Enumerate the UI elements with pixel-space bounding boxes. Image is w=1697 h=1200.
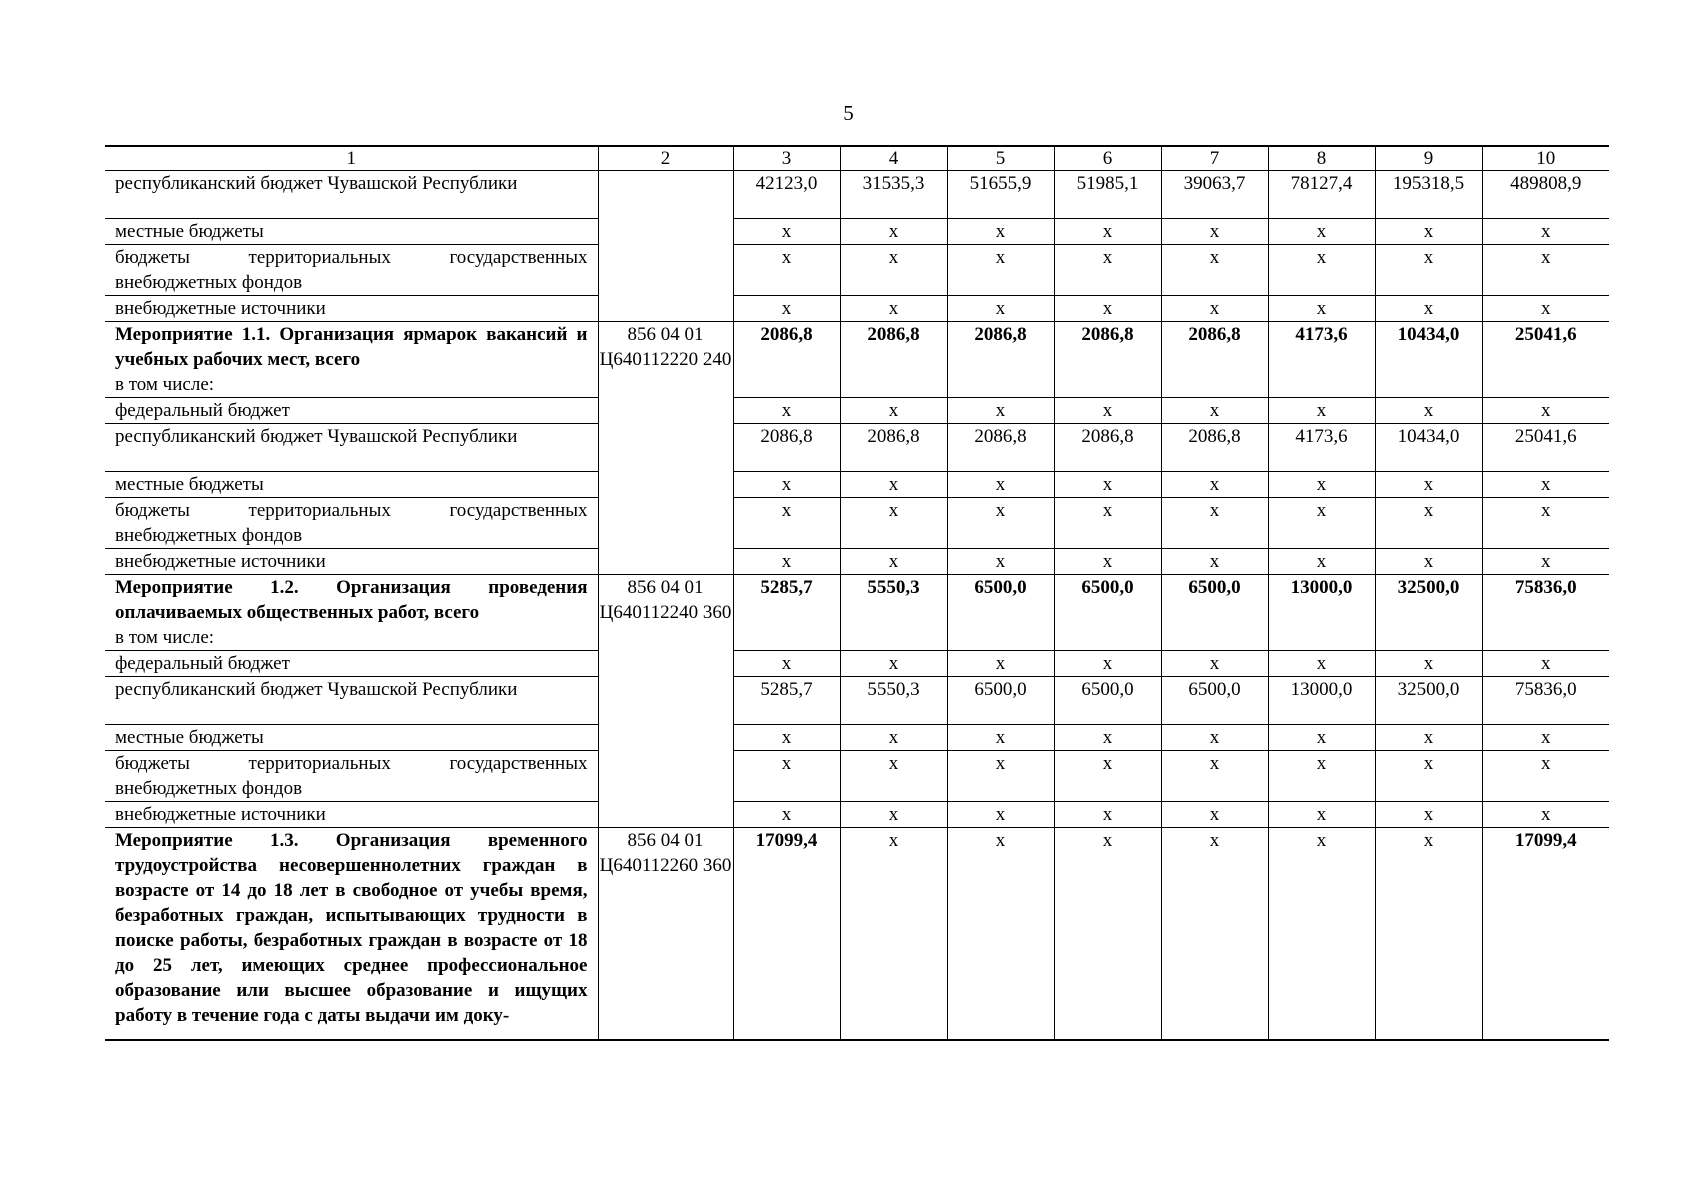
value-cell: 5550,3 xyxy=(840,677,947,725)
column-header: 10 xyxy=(1482,146,1609,171)
value-cell: х xyxy=(733,296,840,322)
column-header: 3 xyxy=(733,146,840,171)
value-cell: 13000,0 xyxy=(1268,677,1375,725)
value-cell: 195318,5 xyxy=(1375,171,1482,219)
value-cell: х xyxy=(840,296,947,322)
value-cell: х xyxy=(1482,498,1609,549)
value-cell: х xyxy=(1268,651,1375,677)
code-cell: 856 04 01 Ц640112220 240 xyxy=(598,322,733,575)
value-cell: х xyxy=(733,549,840,575)
value-cell: 75836,0 xyxy=(1482,677,1609,725)
header-row xyxy=(105,146,1609,171)
value-cell: х xyxy=(1161,828,1268,1040)
value-cell: х xyxy=(1161,549,1268,575)
value-cell: х xyxy=(947,802,1054,828)
value-cell: 6500,0 xyxy=(1054,575,1161,651)
value-cell: 75836,0 xyxy=(1482,575,1609,651)
value-cell: х xyxy=(1375,802,1482,828)
measure-title-text: Мероприятие 1.2. Организация проведения оплачиваемых общественных работ, всего xyxy=(115,577,588,623)
value-cell: х xyxy=(1161,296,1268,322)
value-cell: х xyxy=(1375,549,1482,575)
value-cell: 51985,1 xyxy=(1054,171,1161,219)
value-cell: х xyxy=(1268,219,1375,245)
value-cell: 39063,7 xyxy=(1161,171,1268,219)
value-cell: х xyxy=(1375,498,1482,549)
table-row xyxy=(105,245,1609,296)
value-cell: х xyxy=(840,751,947,802)
value-cell: 2086,8 xyxy=(1161,322,1268,398)
value-cell: 2086,8 xyxy=(840,424,947,472)
value-cell: х xyxy=(947,472,1054,498)
row-label: республиканский бюджет Чувашской Республики xyxy=(105,677,598,725)
row-label: республиканский бюджет Чувашской Республики xyxy=(105,171,598,219)
value-cell: х xyxy=(840,828,947,1040)
column-header: 6 xyxy=(1054,146,1161,171)
row-label: местные бюджеты xyxy=(105,472,598,498)
value-cell: 4173,6 xyxy=(1268,322,1375,398)
value-cell: х xyxy=(733,219,840,245)
value-cell: х xyxy=(733,725,840,751)
code-cell: 856 04 01 Ц640112240 360 xyxy=(598,575,733,828)
value-cell: х xyxy=(1375,725,1482,751)
table-row xyxy=(105,472,1609,498)
value-cell: х xyxy=(947,245,1054,296)
value-cell: х xyxy=(1482,296,1609,322)
value-cell: х xyxy=(1482,549,1609,575)
value-cell: х xyxy=(1375,219,1482,245)
value-cell: 10434,0 xyxy=(1375,424,1482,472)
value-cell: 2086,8 xyxy=(1054,322,1161,398)
value-cell: х xyxy=(840,725,947,751)
value-cell: х xyxy=(840,549,947,575)
row-label: бюджеты территориальных государственных внебюджетных фондов xyxy=(105,751,598,802)
value-cell: 5285,7 xyxy=(733,677,840,725)
value-cell: 13000,0 xyxy=(1268,575,1375,651)
value-cell: х xyxy=(1268,751,1375,802)
column-header: 9 xyxy=(1375,146,1482,171)
value-cell: х xyxy=(1161,398,1268,424)
row-label: внебюджетные источники xyxy=(105,802,598,828)
value-cell: х xyxy=(1161,651,1268,677)
value-cell: х xyxy=(733,245,840,296)
value-cell: х xyxy=(1482,802,1609,828)
value-cell: 78127,4 xyxy=(1268,171,1375,219)
value-cell: х xyxy=(1054,245,1161,296)
including-label: в том числе: xyxy=(115,374,215,395)
value-cell: х xyxy=(1054,751,1161,802)
column-header: 2 xyxy=(598,146,733,171)
value-cell: х xyxy=(1268,398,1375,424)
value-cell: х xyxy=(1375,245,1482,296)
value-cell: 5550,3 xyxy=(840,575,947,651)
value-cell: 51655,9 xyxy=(947,171,1054,219)
value-cell: 25041,6 xyxy=(1482,424,1609,472)
row-label: местные бюджеты xyxy=(105,219,598,245)
value-cell: х xyxy=(947,751,1054,802)
value-cell: 32500,0 xyxy=(1375,677,1482,725)
column-header: 1 xyxy=(105,146,598,171)
column-header: 5 xyxy=(947,146,1054,171)
value-cell: х xyxy=(1268,472,1375,498)
table-row xyxy=(105,424,1609,472)
value-cell: х xyxy=(1482,725,1609,751)
value-cell: х xyxy=(947,828,1054,1040)
value-cell: х xyxy=(840,802,947,828)
table-row xyxy=(105,751,1609,802)
value-cell: х xyxy=(1054,549,1161,575)
value-cell: х xyxy=(947,398,1054,424)
value-cell: х xyxy=(1161,245,1268,296)
including-label: в том числе: xyxy=(115,627,215,648)
value-cell: 2086,8 xyxy=(947,424,1054,472)
value-cell: х xyxy=(733,472,840,498)
value-cell: х xyxy=(733,802,840,828)
budget-table xyxy=(105,145,1609,1041)
row-label: бюджеты территориальных государственных внебюджетных фондов xyxy=(105,498,598,549)
value-cell: 5285,7 xyxy=(733,575,840,651)
table-row xyxy=(105,498,1609,549)
value-cell: х xyxy=(1054,725,1161,751)
value-cell: х xyxy=(1054,498,1161,549)
table-row xyxy=(105,171,1609,219)
value-cell: 6500,0 xyxy=(1054,677,1161,725)
table-row xyxy=(105,802,1609,828)
table-row xyxy=(105,549,1609,575)
value-cell: х xyxy=(733,498,840,549)
value-cell: 2086,8 xyxy=(840,322,947,398)
value-cell: 6500,0 xyxy=(947,575,1054,651)
value-cell: х xyxy=(1482,751,1609,802)
table-row xyxy=(105,677,1609,725)
value-cell: х xyxy=(1375,472,1482,498)
value-cell: х xyxy=(733,751,840,802)
code-cell xyxy=(598,171,733,322)
value-cell: х xyxy=(1482,472,1609,498)
value-cell: х xyxy=(1482,245,1609,296)
page-number: 5 xyxy=(843,101,854,125)
value-cell: 2086,8 xyxy=(1161,424,1268,472)
value-cell: 17099,4 xyxy=(733,828,840,1040)
table-row xyxy=(105,725,1609,751)
row-label: внебюджетные источники xyxy=(105,296,598,322)
value-cell: х xyxy=(1268,725,1375,751)
value-cell: х xyxy=(1268,802,1375,828)
value-cell: 42123,0 xyxy=(733,171,840,219)
value-cell: х xyxy=(1054,651,1161,677)
value-cell: 2086,8 xyxy=(733,424,840,472)
row-label: местные бюджеты xyxy=(105,725,598,751)
value-cell: х xyxy=(1375,296,1482,322)
row-label: федеральный бюджет xyxy=(105,651,598,677)
value-cell: х xyxy=(1161,802,1268,828)
column-header: 7 xyxy=(1161,146,1268,171)
code-cell: 856 04 01 Ц640112260 360 xyxy=(598,828,733,1040)
table-row xyxy=(105,398,1609,424)
table-row xyxy=(105,296,1609,322)
value-cell: х xyxy=(1375,751,1482,802)
value-cell: х xyxy=(1161,219,1268,245)
column-header: 8 xyxy=(1268,146,1375,171)
value-cell: 6500,0 xyxy=(947,677,1054,725)
row-label: бюджеты территориальных государственных внебюджетных фондов xyxy=(105,245,598,296)
column-header: 4 xyxy=(840,146,947,171)
value-cell: 489808,9 xyxy=(1482,171,1609,219)
value-cell: х xyxy=(1268,245,1375,296)
value-cell: х xyxy=(1054,472,1161,498)
measure-row xyxy=(105,828,1609,1040)
value-cell: х xyxy=(1054,219,1161,245)
row-label: республиканский бюджет Чувашской Республики xyxy=(105,424,598,472)
value-cell: х xyxy=(840,245,947,296)
value-cell: х xyxy=(1375,651,1482,677)
value-cell: х xyxy=(1482,219,1609,245)
value-cell: 32500,0 xyxy=(1375,575,1482,651)
value-cell: х xyxy=(1268,828,1375,1040)
value-cell: 2086,8 xyxy=(733,322,840,398)
value-cell: х xyxy=(947,549,1054,575)
value-cell: 2086,8 xyxy=(1054,424,1161,472)
value-cell: х xyxy=(840,472,947,498)
value-cell: х xyxy=(1268,498,1375,549)
value-cell: х xyxy=(1268,549,1375,575)
value-cell: х xyxy=(840,651,947,677)
value-cell: х xyxy=(1268,296,1375,322)
value-cell: х xyxy=(947,651,1054,677)
value-cell: х xyxy=(840,219,947,245)
table-row xyxy=(105,219,1609,245)
value-cell: х xyxy=(947,296,1054,322)
row-label: федеральный бюджет xyxy=(105,398,598,424)
measure-title-text: Мероприятие 1.1. Организация ярмарок вакансий и учебных рабочих мест, всего xyxy=(115,324,588,370)
value-cell: 25041,6 xyxy=(1482,322,1609,398)
value-cell: х xyxy=(1482,398,1609,424)
value-cell: х xyxy=(947,219,1054,245)
measure-row xyxy=(105,575,1609,651)
value-cell: 6500,0 xyxy=(1161,677,1268,725)
value-cell: х xyxy=(733,398,840,424)
value-cell: 10434,0 xyxy=(1375,322,1482,398)
value-cell: х xyxy=(733,651,840,677)
row-label: внебюджетные источники xyxy=(105,549,598,575)
value-cell: х xyxy=(1482,651,1609,677)
value-cell: х xyxy=(1054,802,1161,828)
value-cell: х xyxy=(947,498,1054,549)
value-cell: 6500,0 xyxy=(1161,575,1268,651)
value-cell: х xyxy=(947,725,1054,751)
value-cell: 4173,6 xyxy=(1268,424,1375,472)
value-cell: 17099,4 xyxy=(1482,828,1609,1040)
value-cell: х xyxy=(1161,725,1268,751)
value-cell: х xyxy=(1161,498,1268,549)
measure-row xyxy=(105,322,1609,398)
measure-title: Мероприятие 1.3. Организация временного трудоустройства несовершеннолетних граждан в возрасте от 14 до 18 лет в свободное от учебы время, безработных граждан, испытывающих трудности в поиске работы, безработных граждан в возрасте от 18 до 25 лет, имеющих среднее профессиональное образование или высшее образование и ищущих работу в течение года с даты выдачи им доку- xyxy=(105,828,598,1040)
value-cell: х xyxy=(840,498,947,549)
value-cell: 2086,8 xyxy=(947,322,1054,398)
value-cell: х xyxy=(1054,398,1161,424)
value-cell: х xyxy=(1054,828,1161,1040)
value-cell: х xyxy=(1054,296,1161,322)
measure-title xyxy=(105,575,598,651)
value-cell: х xyxy=(1161,751,1268,802)
value-cell: х xyxy=(1375,398,1482,424)
measure-title xyxy=(105,322,598,398)
value-cell: 31535,3 xyxy=(840,171,947,219)
value-cell: х xyxy=(1161,472,1268,498)
value-cell: х xyxy=(840,398,947,424)
table-row xyxy=(105,651,1609,677)
value-cell: х xyxy=(1375,828,1482,1040)
